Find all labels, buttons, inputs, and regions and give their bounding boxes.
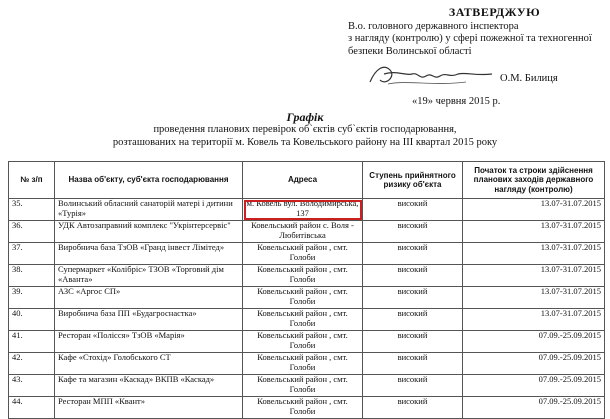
row-period: 13.07-31.07.2015 bbox=[463, 265, 605, 287]
row-risk: високий bbox=[363, 397, 463, 419]
row-risk: високий bbox=[363, 309, 463, 331]
table-row bbox=[9, 287, 605, 309]
row-name: Ресторан МПП «Квант» bbox=[55, 397, 243, 419]
approval-block bbox=[348, 6, 603, 58]
row-risk: високий bbox=[363, 331, 463, 353]
table-row bbox=[9, 243, 605, 265]
row-address: Ковельський район с. Воля - Любитівська bbox=[243, 221, 363, 243]
row-name: Кафе та магазин «Каскад» ВКПВ «Каскад» bbox=[55, 375, 243, 397]
row-period: 07.09.-25.09.2015 bbox=[463, 331, 605, 353]
signature-scribble bbox=[366, 60, 496, 90]
table-row bbox=[9, 199, 605, 221]
row-address: Ковельський район , смт. Голоби bbox=[243, 397, 363, 419]
approval-line: В.о. головного державного інспектора bbox=[348, 20, 519, 32]
signature-row bbox=[366, 60, 606, 90]
row-address-highlighted: м. Ковель вул. Володимирська, 137 bbox=[243, 199, 363, 221]
row-address: Ковельський район , смт. Голоби bbox=[243, 287, 363, 309]
table-row bbox=[9, 375, 605, 397]
table-row bbox=[9, 331, 605, 353]
signatory-name: О.М. Билиця bbox=[500, 73, 558, 84]
row-num: 36. bbox=[9, 221, 55, 243]
title-line-3: розташованих на території м. Ковель та Ковельського району на ІІІ квартал 2015 року bbox=[112, 136, 498, 148]
row-period: 13.07-31.07.2015 bbox=[463, 287, 605, 309]
approval-date: «19» червня 2015 р. bbox=[412, 96, 501, 107]
row-num: 39. bbox=[9, 287, 55, 309]
row-num: 41. bbox=[9, 331, 55, 353]
header-address: Адреса bbox=[243, 162, 363, 199]
row-address: Ковельський район , смт. Голоби bbox=[243, 265, 363, 287]
row-num: 38. bbox=[9, 265, 55, 287]
table-row bbox=[9, 221, 605, 243]
row-name: Виробнича база ТзОВ «Гранд інвест Лімітед» bbox=[55, 243, 243, 265]
header-name: Назва об'єкту, суб'єкта господарювання bbox=[55, 162, 243, 199]
table-header-row bbox=[9, 162, 605, 199]
row-address: Ковельський район , смт. Голоби bbox=[243, 331, 363, 353]
row-risk: високий bbox=[363, 353, 463, 375]
row-num: 43. bbox=[9, 375, 55, 397]
row-num: 42. bbox=[9, 353, 55, 375]
document-title bbox=[0, 110, 610, 149]
row-num: 35. bbox=[9, 199, 55, 221]
row-risk: високий bbox=[363, 199, 463, 221]
row-address: Ковельський район , смт. Голоби bbox=[243, 353, 363, 375]
approval-heading: ЗАТВЕРДЖУЮ bbox=[448, 5, 541, 19]
row-period: 13.07-31.07.2015 bbox=[463, 199, 605, 221]
row-address: Ковельський район , смт. Голоби bbox=[243, 375, 363, 397]
row-num: 40. bbox=[9, 309, 55, 331]
header-period: Початок та строки здійснення планових заходів державного нагляду (контролю) bbox=[463, 162, 605, 199]
header-num: № з/п bbox=[9, 162, 55, 199]
row-name: Ресторан «Полісся» ТзОВ «Марія» bbox=[55, 331, 243, 353]
header-risk: Ступень прийнятного ризику об'єкта bbox=[363, 162, 463, 199]
title-line-2: проведення планових перевірок об`єктів суб`єктів господарювання, bbox=[153, 124, 457, 135]
row-risk: високий bbox=[363, 243, 463, 265]
row-risk: високий bbox=[363, 221, 463, 243]
table-row bbox=[9, 309, 605, 331]
row-period: 07.09.-25.09.2015 bbox=[463, 353, 605, 375]
row-name: Виробнича база ПП «Будагроснастка» bbox=[55, 309, 243, 331]
approval-line: безпеки Волинської області bbox=[348, 45, 472, 57]
row-address: Ковельський район , смт. Голоби bbox=[243, 243, 363, 265]
approval-line: з нагляду (контролю) у сфері пожежної та техногенної bbox=[348, 33, 592, 44]
row-risk: високий bbox=[363, 287, 463, 309]
row-name: Волинський обласний санаторій матері і дитини «Турія» bbox=[55, 199, 243, 221]
row-name: Кафе «Стохід» Голобського СТ bbox=[55, 353, 243, 375]
row-period: 13.07-31.07.2015 bbox=[463, 309, 605, 331]
row-period: 07.09.-25.09.2015 bbox=[463, 375, 605, 397]
table-row bbox=[9, 353, 605, 375]
row-address: Ковельський район , смт. Голоби bbox=[243, 309, 363, 331]
schedule-table bbox=[8, 161, 605, 419]
row-num: 37. bbox=[9, 243, 55, 265]
row-name: УДК Автозаправний комплекс "Укрінтерсервіс" bbox=[55, 221, 243, 243]
row-period: 13.07-31.07.2015 bbox=[463, 221, 605, 243]
row-period: 13.07-31.07.2015 bbox=[463, 243, 605, 265]
row-risk: високий bbox=[363, 265, 463, 287]
title-line-1: Графік bbox=[286, 110, 324, 124]
row-risk: високий bbox=[363, 375, 463, 397]
table-row bbox=[9, 397, 605, 419]
row-name: Супермаркет «Колібріс» ТЗОВ «Торговий дім «Аванта» bbox=[55, 265, 243, 287]
row-period: 07.09.-25.09.2015 bbox=[463, 397, 605, 419]
row-num: 44. bbox=[9, 397, 55, 419]
row-name: АЗС «Аргос СП» bbox=[55, 287, 243, 309]
table-row bbox=[9, 265, 605, 287]
